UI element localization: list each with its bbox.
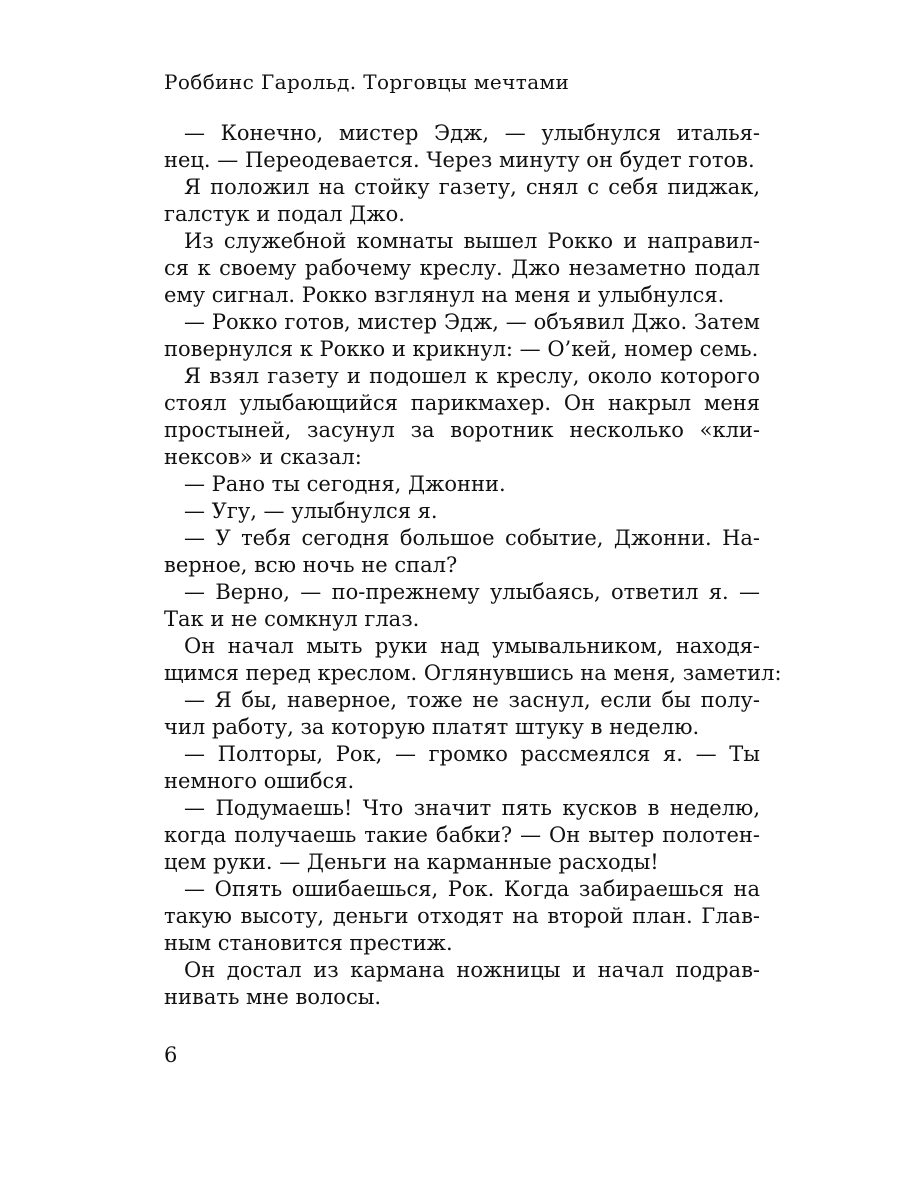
paragraph xyxy=(164,525,760,579)
running-header: Роббинс Гарольд. Торговцы мечтами xyxy=(164,70,570,94)
text-line: верное, всю ночь не спал? xyxy=(164,553,458,577)
text-line: чил работу, за которую платят штуку в неделю. xyxy=(164,715,700,739)
text-line: Я положил на стойку газету, снял с себя пиджак, xyxy=(184,175,760,199)
paragraph xyxy=(164,687,760,741)
paragraph xyxy=(164,957,760,1011)
text-line: стоял улыбающийся парикмахер. Он накрыл меня xyxy=(164,391,760,415)
text-line: ему сигнал. Рокко взглянул на меня и улыбнулся. xyxy=(164,283,725,307)
text-line: простыней, засунул за воротник несколько «кли- xyxy=(164,418,760,442)
text-line: — Конечно, мистер Эдж, — улыбнулся италья- xyxy=(184,121,760,145)
paragraph xyxy=(164,120,760,174)
text-line: — Рано ты сегодня, Джонни. xyxy=(184,472,506,496)
paragraph xyxy=(164,876,760,957)
text-line: повернулся к Рокко и крикнул: — О’кей, номер семь. xyxy=(164,337,759,361)
text-line: нексов» и сказал: xyxy=(164,445,362,469)
text-line: — Полторы, Рок, — громко рассмеялся я. — Ты xyxy=(184,742,760,766)
text-line: щимся перед креслом. Оглянувшись на меня, заметил: xyxy=(164,661,782,685)
text-line: нивать мне волосы. xyxy=(164,985,382,1009)
page-number: 6 xyxy=(164,1043,178,1067)
text-line: нец. — Переодевается. Через минуту он будет готов. xyxy=(164,148,755,172)
paragraph xyxy=(164,174,760,228)
paragraph xyxy=(164,309,760,363)
paragraph xyxy=(164,633,782,687)
paragraph xyxy=(164,228,760,309)
body-text xyxy=(164,120,782,1011)
text-line: ся к своему рабочему креслу. Джо незаметно подал xyxy=(164,256,760,280)
text-line: — У тебя сегодня большое событие, Джонни. На- xyxy=(184,526,760,550)
text-line: немного ошибся. xyxy=(164,769,355,793)
text-line: Он достал из кармана ножницы и начал подрав- xyxy=(184,958,760,982)
paragraph xyxy=(164,471,760,498)
paragraph xyxy=(164,579,760,633)
paragraph xyxy=(164,498,760,525)
text-line: — Верно, — по-прежнему улыбаясь, ответил я. — xyxy=(184,580,760,604)
paragraph xyxy=(164,363,760,471)
text-line: — Рокко готов, мистер Эдж, — объявил Джо. Затем xyxy=(184,310,760,334)
text-line: — Опять ошибаешься, Рок. Когда забираешься на xyxy=(184,877,760,901)
text-line: ным становится престиж. xyxy=(164,931,453,955)
text-line: Из служебной комнаты вышел Рокко и направил- xyxy=(184,229,760,253)
text-line: Он начал мыть руки над умывальником, находя- xyxy=(184,634,760,658)
paragraph xyxy=(164,741,760,795)
text-line: Я взял газету и подошел к креслу, около которого xyxy=(184,364,760,388)
text-line: Так и не сомкнул глаз. xyxy=(164,607,420,631)
text-line: цем руки. — Деньги на карманные расходы! xyxy=(164,850,659,874)
text-line: такую высоту, деньги отходят на второй план. Глав- xyxy=(164,904,760,928)
paragraph xyxy=(164,795,760,876)
text-line: галстук и подал Джо. xyxy=(164,202,405,226)
text-line: — Подумаешь! Что значит пять кусков в неделю, xyxy=(184,796,760,820)
text-line: — Угу, — улыбнулся я. xyxy=(184,499,438,523)
text-line: — Я бы, наверное, тоже не заснул, если бы полу- xyxy=(184,688,760,712)
text-line: когда получаешь такие бабки? — Он вытер полотен- xyxy=(164,823,760,847)
